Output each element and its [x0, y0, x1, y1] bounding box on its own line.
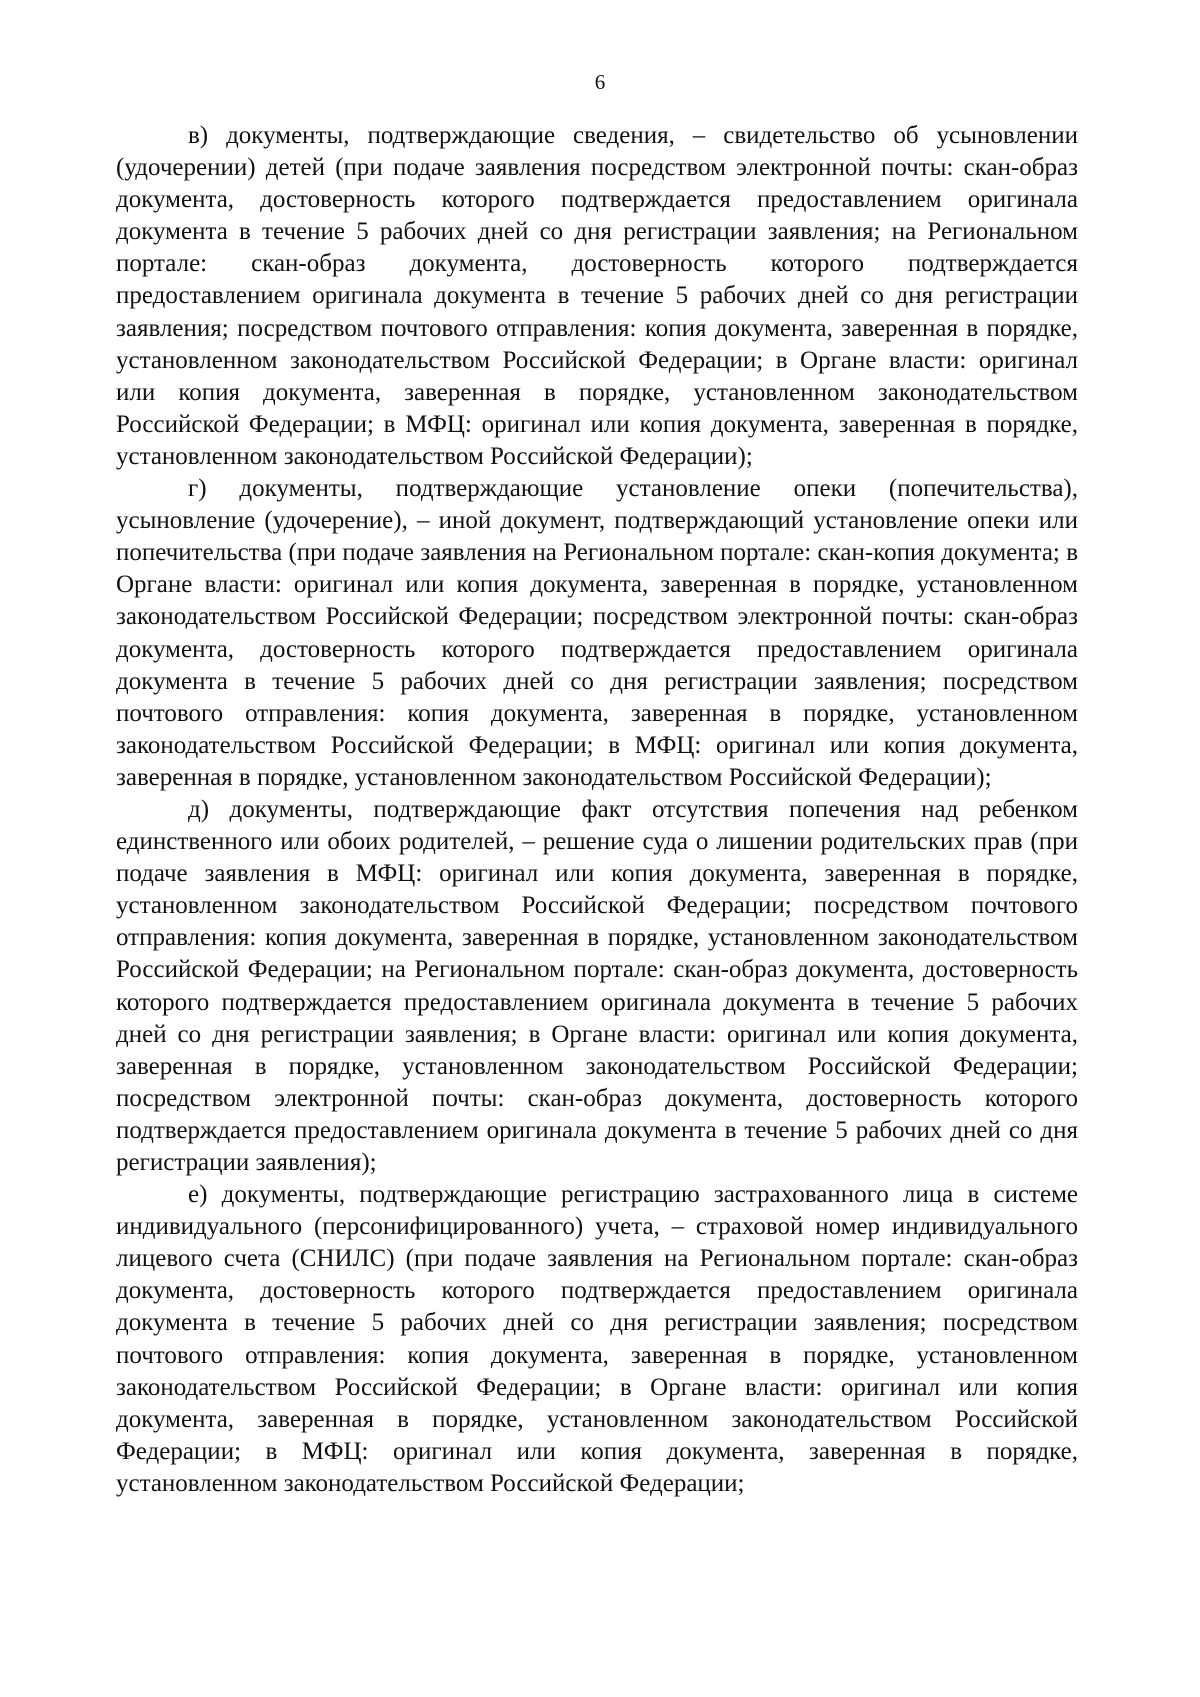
- paragraph-e: е) документы, подтверждающие регистрацию застрахованного лица в системе индивидуального (персонифицированного) учета, – страховой номер индивидуального лицевого счета (СНИЛС) (при подаче заявления на Региональном портале: скан-образ документа, достоверность которого подтверждается предоставлением оригинала документа в течение 5 рабочих дней со дня регистрации заявления; посредством почтового отправления: копия документа, заверенная в порядке, установленном законодательством Российской Федерации; в Органе власти: оригинал или копия документа, заверенная в порядке, установленном законодательством Российской Федерации; в МФЦ: оригинал или копия документа, заверенная в порядке, установленном законодательством Российской Федерации;: [116, 1181, 1078, 1497]
- paragraph-d: д) документы, подтверждающие факт отсутствия попечения над ребенком единственного или обоих родителей, – решение суда о лишении родительских прав (при подаче заявления в МФЦ: оригинал или копия документа, заверенная в порядке, установленном законодательством Российской Федерации; посредством почтового отправления: копия документа, заверенная в порядке, установленном законодательством Российской Федерации; на Региональном портале: скан-образ документа, достоверность которого подтверждается предоставлением оригинала документа в течение 5 рабочих дней со дня регистрации заявления; в Органе власти: оригинал или копия документа, заверенная в порядке, установленном законодательством Российской Федерации; посредством электронной почты: скан-образ документа, достоверность которого подтверждается предоставлением оригинала документа в течение 5 рабочих дней со дня регистрации заявления);: [116, 795, 1078, 1176]
- page-number: 6: [594, 70, 606, 94]
- document-body: [116, 120, 1078, 1500]
- paragraph-g: г) документы, подтверждающие установление опеки (попечительства), усыновление (удочерение), – иной документ, подтверждающий установление опеки или попечительства (при подаче заявления на Региональном портале: скан-копия документа; в Органе власти: оригинал или копия документа, заверенная в порядке, установленном законодательством Российской Федерации; посредством электронной почты: скан-образ документа, достоверность которого подтверждается предоставлением оригинала документа в течение 5 рабочих дней со дня регистрации заявления; посредством почтового отправления: копия документа, заверенная в порядке, установленном законодательством Российской Федерации; в МФЦ: оригинал или копия документа, заверенная в порядке, установленном законодательством Российской Федерации);: [116, 475, 1078, 791]
- paragraph-v: в) документы, подтверждающие сведения, – свидетельство об усыновлении (удочерении) детей (при подаче заявления посредством электронной почты: скан-образ документа, достоверность которого подтверждается предоставлением оригинала документа в течение 5 рабочих дней со дня регистрации заявления; на Региональном портале: скан-образ документа, достоверность которого подтверждается предоставлением оригинала документа в течение 5 рабочих дней со дня регистрации заявления; посредством почтового отправления: копия документа, заверенная в порядке, установленном законодательством Российской Федерации; в Органе власти: оригинал или копия документа, заверенная в порядке, установленном законодательством Российской Федерации; в МФЦ: оригинал или копия документа, заверенная в порядке, установленном законодательством Российской Федерации);: [116, 122, 1078, 470]
